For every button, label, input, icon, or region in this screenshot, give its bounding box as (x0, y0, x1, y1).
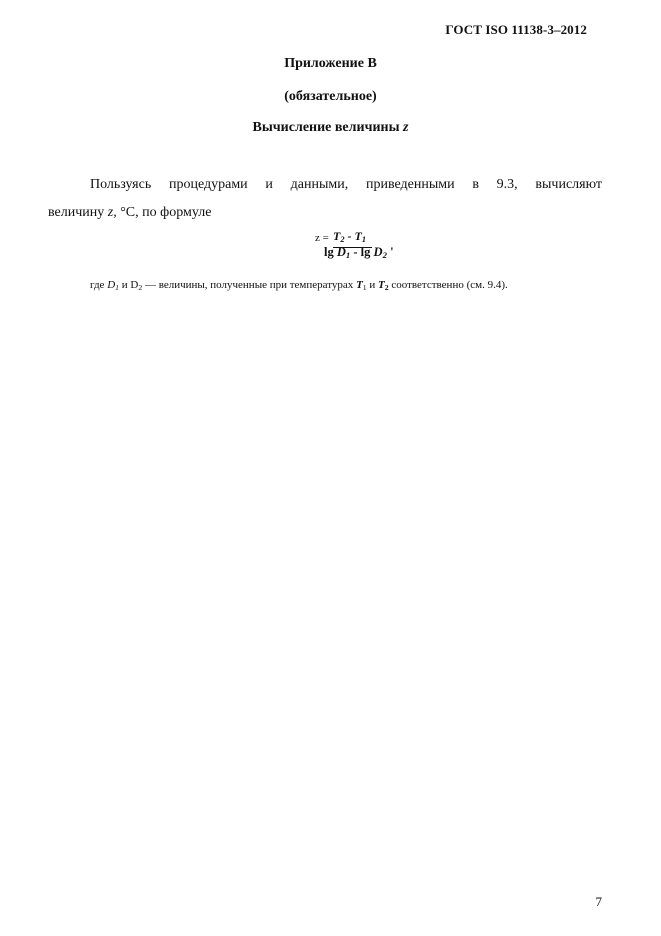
denominator-tail: ' (386, 245, 394, 259)
paragraph-variable-z: z, (107, 205, 117, 220)
where-text-3: — величины, полученные при температурах (142, 279, 357, 291)
numerator-minus: - (344, 229, 355, 243)
where-text-5: соответственно (см. 9.4). (388, 279, 508, 291)
denominator-d2: D (373, 245, 383, 259)
where-d1-sub: 1 (115, 282, 119, 292)
annex-heading-text: Вычисление величины (252, 120, 404, 135)
denominator-lg-1: lg (324, 245, 337, 259)
where-t2: T (378, 279, 385, 291)
denominator-d2-sub: 2 (382, 250, 387, 261)
where-t2-sub: 2 (384, 282, 389, 292)
paragraph-line-2-start: величину (48, 205, 108, 220)
numerator-t1-sub: 1 (361, 235, 367, 245)
where-clause (90, 279, 508, 292)
z-formula (312, 229, 462, 265)
where-d2-sub: 2 (138, 282, 143, 292)
denominator-minus-lg: - lg (350, 245, 374, 259)
document-id-header: ГОСТ ISO 11138-3–2012 (445, 22, 587, 37)
where-t1-sub: 1 (362, 282, 367, 292)
formula-lhs: z = (315, 232, 329, 244)
annex-heading (0, 120, 661, 136)
numerator-t2: T (333, 229, 341, 243)
paragraph-line-2-end: °С, по формуле (116, 205, 212, 220)
where-text-2: и D (119, 279, 139, 291)
where-text-4: и (366, 279, 379, 291)
page-number: 7 (595, 894, 602, 909)
annex-status: (обязательное) (284, 89, 377, 104)
annex-heading-variable: z (403, 120, 409, 135)
numerator-t1: T (354, 229, 362, 243)
body-paragraph (48, 171, 602, 227)
where-d1: D (107, 279, 116, 291)
paragraph-line-1: Пользуясь процедурами и данными, приведенными в 9.3, вычисляют (90, 177, 602, 192)
annex-title: Приложение В (284, 56, 377, 71)
formula-denominator (324, 245, 394, 260)
denominator-d1-sub: 1 (345, 250, 351, 261)
numerator-t2-sub: 2 (340, 235, 345, 245)
paragraph-line-2 (48, 199, 602, 227)
denominator-d1: D (336, 245, 346, 259)
where-text-1: где (90, 279, 108, 291)
where-t1: T (356, 279, 363, 291)
